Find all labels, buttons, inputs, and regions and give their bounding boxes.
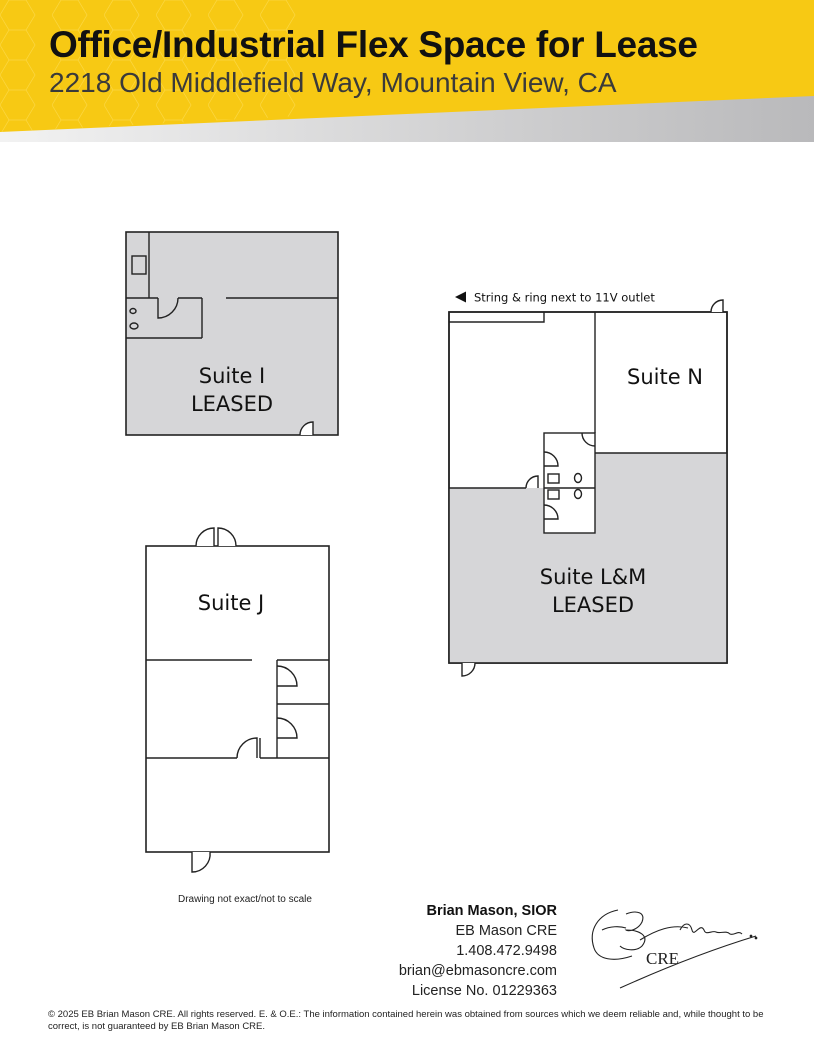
contact-license: License No. 01229363: [411, 983, 557, 999]
contact-email[interactable]: brian@ebmasoncre.com: [398, 963, 557, 979]
arrow-left-icon: [455, 292, 466, 303]
copyright-footer: © 2025 EB Brian Mason CRE. All rights reserved. E. & O.E.: The information contained herein was obtained from sources which we deem reliable and, while thought to be correct, is not guaranteed by EB Brian Mason CRE.: [48, 1009, 764, 1032]
contact-phone[interactable]: 1.408.472.9498: [456, 943, 557, 959]
contact-block: [399, 901, 557, 1001]
suite-lm-status: LEASED: [551, 593, 635, 617]
suite-i-status: LEASED: [190, 392, 274, 416]
suite-j-plan: [146, 528, 329, 872]
page-title: Office/Industrial Flex Space for Lease: [49, 24, 698, 65]
contact-company: EB Mason CRE: [455, 923, 557, 939]
suite-i-name: Suite I: [198, 364, 266, 388]
signature-mark: CRE: [646, 949, 680, 968]
suite-j-name: Suite J: [197, 591, 265, 615]
suite-n-name: Suite N: [626, 365, 704, 389]
page-subtitle: 2218 Old Middlefield Way, Mountain View, CA: [49, 67, 617, 98]
suite-lmn-plan: [449, 300, 727, 676]
suite-lm-name: Suite L&M: [539, 565, 647, 589]
scale-note: Drawing not exact/not to scale: [178, 894, 312, 905]
contact-name: Brian Mason, SIOR: [426, 903, 557, 919]
outlet-annotation: String & ring next to 11V outlet: [474, 290, 655, 305]
signature-logo: [580, 900, 770, 992]
